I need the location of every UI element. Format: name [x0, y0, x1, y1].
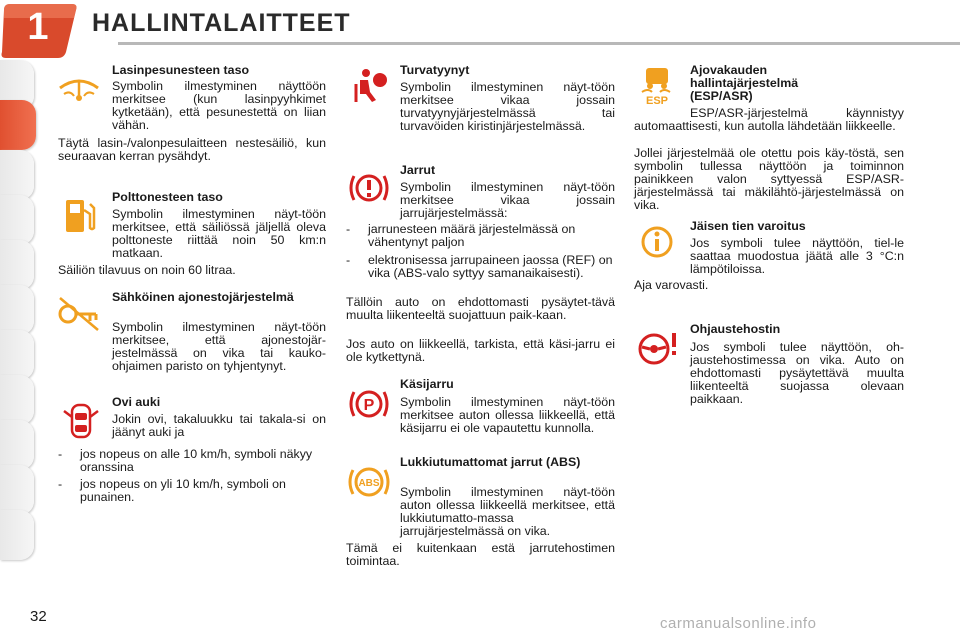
key-immobiliser-icon [56, 294, 102, 334]
abs-text: Symbolin ilmestyminen näyt-töön auton ollessa liikkeellä merkitsee, että lukkiutumatto-massa jarrujärjestelmässä on vika. [400, 485, 615, 538]
brakes-title: Jarrut [400, 163, 436, 177]
handbrake-title: Käsijarru [400, 377, 454, 391]
immobiliser-title: Sähköinen ajonestojärjestelmä [112, 290, 294, 304]
airbag-text: Symbolin ilmestyminen näyt-töön merkitsee vikaa jossain turvatyynyjärjestelmässä tai turvavöiden kiristinjärjestelmässä. [400, 80, 615, 133]
side-tab[interactable] [0, 330, 34, 380]
esp-note: Jollei järjestelmää ole otettu pois käy-töstä, sen symbolin tullessa näyttöön ja toiminnon painikkeen valon syttyessä ESP/ASR-järjestelmässä tai mäkilähtö-järjestelmässä on vika. [634, 146, 904, 212]
list-item: - jos nopeus on alle 10 km/h, symboli näkyy oranssina [58, 447, 313, 474]
chapter-number: 1 [27, 6, 49, 48]
svg-text:ABS: ABS [358, 478, 380, 489]
ice-title: Jäisen tien varoitus [690, 219, 806, 233]
brakes-bullet-list [346, 223, 615, 294]
ice-note: Aja varovasti. [634, 278, 709, 292]
steering-title: Ohjaustehostin [690, 322, 781, 336]
door-title: Ovi auki [112, 395, 161, 409]
side-tab[interactable] [0, 195, 34, 245]
ice-text: Jos symboli tulee näyttöön, tiel-le saattaa muodostua jäätä alle 3 °C:n lämpötiloissa. [690, 236, 904, 276]
washer-note: Täytä lasin-/valonpesulaitteen nestesäiliö, kun seuraavan kerran pysähdyt. [58, 136, 326, 163]
esp-icon [636, 66, 682, 106]
side-tab[interactable] [0, 465, 34, 515]
side-tab[interactable] [0, 375, 34, 425]
fuel-title: Polttonesteen taso [112, 190, 223, 204]
door-bullet-list [58, 448, 326, 506]
abs-note: Tämä ei kuitenkaan estä jarrutehostimen toimintaa. [346, 541, 615, 568]
door-open-icon [58, 401, 104, 441]
fuel-note: Säiliön tilavuus on noin 60 litraa. [58, 263, 236, 277]
side-tab[interactable] [0, 510, 34, 560]
handbrake-icon [346, 384, 392, 424]
header-underline [118, 42, 960, 45]
ice-warning-icon [634, 222, 680, 262]
side-tab[interactable] [0, 420, 34, 470]
side-tab[interactable] [0, 150, 34, 200]
airbag-title: Turvatyynyt [400, 63, 470, 77]
handbrake-text: Symbolin ilmestyminen näyt-töön merkitsee auton ollessa liikkeellä, että käsijarru ei ole vapautettu kunnolla. [400, 395, 615, 435]
watermark: carmanualsonline.info [660, 615, 817, 632]
esp-title: Ajovakauden hallintajärjestelmä (ESP/ASR) [690, 63, 799, 103]
list-item: - jarrunesteen määrä järjestelmässä on vähentynyt paljon [346, 222, 576, 249]
brakes-note2: Jos auto on liikkeellä, tarkista, että käsi-jarru ei ole kytkettynä. [346, 337, 615, 364]
side-tab-active[interactable] [0, 100, 36, 150]
list-item: - elektronisessa jarrupaineen jaossa (REF) on vika (ABS-valo syttyy samanaikaisesti). [346, 253, 613, 280]
door-text: Jokin ovi, takaluukku tai takala-si on jäänyt auki ja [112, 412, 326, 439]
abs-title: Lukkiutumattomat jarrut (ABS) [400, 455, 581, 469]
steering-warning-icon [634, 327, 680, 367]
page-number: 32 [30, 608, 47, 625]
esp-text: ESP/ASR-järjestelmä käynnistyy automaattisesti, kun autolla lähdetään liikkeelle. [634, 106, 904, 133]
svg-text:ESP: ESP [645, 95, 669, 106]
airbag-icon [346, 66, 392, 106]
washer-text: Symbolin ilmestyminen näyttöön merkitsee (kun lasinpyyhkimet kytketään), että pesunestettä on liian vähän. [112, 79, 326, 132]
immobiliser-text: Symbolin ilmestyminen näyt-töön merkitsee, että ajonestojär-jestelmässä on vika tai kauko-ohjaimen paristo on tyhjentynyt. [112, 320, 326, 373]
fuel-pump-icon [58, 196, 104, 236]
washer-title: Lasinpesunesteen taso [112, 63, 250, 77]
washer-fluid-icon [56, 66, 102, 106]
brake-warning-icon [346, 168, 392, 208]
fuel-text: Symbolin ilmestyminen näyt-töön merkitsee, että säiliössä jäljellä oleva polttoneste riittää noin 50 km:n matkaan. [112, 207, 326, 260]
list-item: - jos nopeus on yli 10 km/h, symboli on punainen. [58, 477, 286, 504]
steering-text: Jos symboli tulee näyttöön, oh-jaustehostimessa on vika. Auto on ehdottomasti pysäytettävä muulta liikenteeltä suojassa olevaan paikkaan. [690, 340, 904, 406]
abs-icon [346, 462, 392, 502]
side-tab[interactable] [0, 240, 34, 290]
brakes-text: Symbolin ilmestyminen näyt-töön merkitsee vikaa jossain jarrujärjestelmässä: [400, 180, 615, 220]
svg-text:P: P [363, 397, 375, 414]
side-tab[interactable] [0, 285, 34, 335]
page-title: HALLINTALAITTEET [92, 9, 351, 37]
brakes-note1: Tällöin auto on ehdottomasti pysäytet-tävä muulta liikenteeltä suojattuun paik-kaan. [346, 295, 615, 322]
